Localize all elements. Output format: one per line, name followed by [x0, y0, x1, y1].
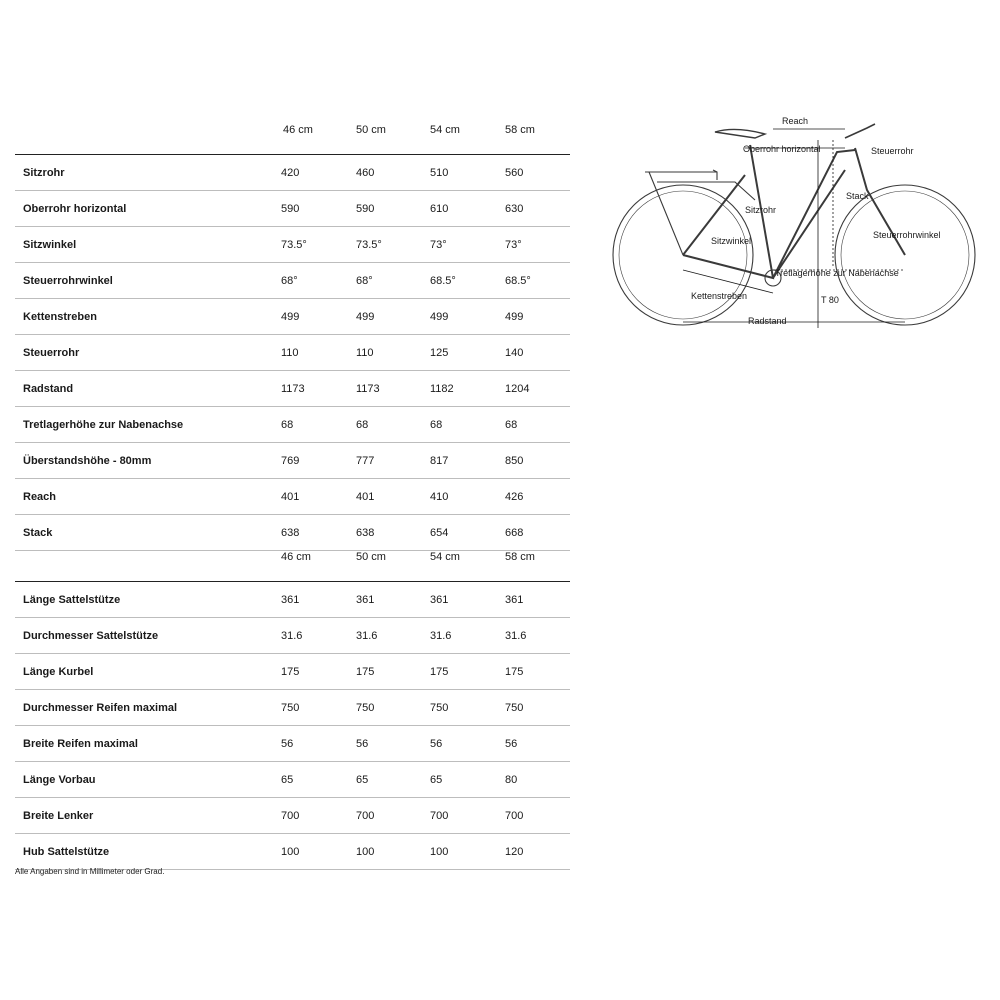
cell-value: 668	[505, 527, 524, 539]
size-header: 46 cm	[283, 124, 313, 136]
cell-value: 68.5°	[430, 275, 456, 287]
table-row	[15, 263, 570, 299]
cell-value: 1173	[356, 383, 380, 395]
table-body	[15, 155, 570, 551]
row-label: Tretlagerhöhe zur Nabenachse	[23, 419, 184, 431]
table-row	[15, 762, 570, 798]
steuerrohrwinkel-label: Steuerrohrwinkel	[873, 230, 941, 240]
cell-value: 73°	[505, 239, 522, 251]
row-label: Breite Lenker	[23, 810, 94, 822]
row-label: Durchmesser Sattelstütze	[23, 630, 159, 642]
cell-value: 80	[505, 774, 518, 786]
cell-value: 68	[281, 419, 294, 431]
footnote: Alle Angaben sind in Millimeter oder Grad.	[15, 867, 165, 876]
cell-value: 590	[356, 203, 375, 215]
cell-value: 100	[430, 846, 449, 858]
cell-value: 56	[356, 738, 369, 750]
row-label: Überstandshöhe - 80mm	[23, 455, 152, 467]
cell-value: 68	[356, 419, 369, 431]
cell-value: 769	[281, 455, 300, 467]
cell-value: 73°	[430, 239, 447, 251]
cell-value: 638	[356, 527, 375, 539]
size-header: 50 cm	[356, 551, 386, 563]
row-label: Stack	[23, 527, 53, 539]
table-row	[15, 582, 570, 618]
cell-value: 361	[430, 594, 449, 606]
cell-value: 560	[505, 167, 524, 179]
tretlager-label: Tretlagerhöhe zur Nabenachse	[775, 268, 899, 278]
cell-value: 56	[505, 738, 518, 750]
handlebar	[845, 124, 875, 138]
row-label: Radstand	[23, 383, 74, 395]
cell-value: 73.5°	[356, 239, 382, 251]
cell-value: 120	[505, 846, 524, 858]
cell-value: 56	[281, 738, 294, 750]
sitzrohr-label: Sitzrohr	[745, 205, 777, 215]
cell-value: 31.6	[430, 630, 452, 642]
cell-value: 110	[281, 347, 299, 359]
row-label: Sitzwinkel	[23, 239, 77, 251]
table-header	[15, 551, 570, 582]
saddle	[715, 129, 765, 138]
cell-value: 420	[281, 167, 300, 179]
components-table	[15, 551, 570, 870]
size-header: 54 cm	[430, 551, 460, 563]
cell-value: 700	[430, 810, 449, 822]
cell-value: 175	[281, 666, 300, 678]
cell-value: 361	[281, 594, 300, 606]
cell-value: 68	[430, 419, 443, 431]
cell-value: 68.5°	[505, 275, 531, 287]
radstand-label: Radstand	[748, 316, 787, 326]
cell-value: 510	[430, 167, 449, 179]
row-label: Breite Reifen maximal	[23, 738, 138, 750]
cell-value: 630	[505, 203, 524, 215]
cell-value: 31.6	[505, 630, 527, 642]
row-label: Kettenstreben	[23, 311, 97, 323]
cell-value: 850	[505, 455, 524, 467]
cell-value: 65	[430, 774, 443, 786]
cell-value: 499	[281, 311, 300, 323]
cell-value: 68°	[356, 275, 373, 287]
row-label: Länge Vorbau	[23, 774, 96, 786]
table-row	[15, 798, 570, 834]
stack-label: Stack	[846, 191, 869, 201]
cell-value: 750	[430, 702, 449, 714]
cell-value: 700	[356, 810, 375, 822]
table-row	[15, 690, 570, 726]
reach-label: Reach	[782, 116, 809, 126]
table-row	[15, 227, 570, 263]
size-header: 58 cm	[505, 124, 535, 136]
cell-value: 56	[430, 738, 443, 750]
cell-value: 750	[356, 702, 375, 714]
kettenstreben-label: Kettenstreben	[691, 291, 748, 301]
cell-value: 401	[356, 491, 375, 503]
cell-value: 100	[281, 846, 300, 858]
cell-value: 590	[281, 203, 300, 215]
size-header: 54 cm	[430, 124, 460, 136]
fender	[657, 182, 755, 200]
cell-value: 31.6	[281, 630, 303, 642]
cell-value: 175	[356, 666, 375, 678]
cell-value: 1182	[430, 383, 454, 395]
cell-value: 750	[281, 702, 300, 714]
bike-geometry-diagram	[605, 110, 985, 340]
cell-value: 31.6	[356, 630, 378, 642]
cell-value: 401	[281, 491, 300, 503]
cell-value: 65	[281, 774, 294, 786]
cell-value: 410	[430, 491, 449, 503]
cell-value: 700	[281, 810, 300, 822]
cell-value: 426	[505, 491, 524, 503]
table-row	[15, 371, 570, 407]
row-label: Steuerrohr	[23, 347, 80, 359]
size-header: 50 cm	[356, 124, 386, 136]
cell-value: 1173	[281, 383, 305, 395]
cell-value: 700	[505, 810, 524, 822]
table-row	[15, 299, 570, 335]
cell-value: 777	[356, 455, 375, 467]
table-row	[15, 479, 570, 515]
row-label: Länge Sattelstütze	[23, 594, 121, 606]
row-label: Sitzrohr	[23, 167, 65, 179]
rear-rack	[645, 170, 717, 255]
cell-value: 654	[430, 527, 449, 539]
row-label: Hub Sattelstütze	[23, 846, 110, 858]
cell-value: 361	[356, 594, 375, 606]
cell-value: 460	[356, 167, 375, 179]
table-row	[15, 191, 570, 227]
row-label: Durchmesser Reifen maximal	[23, 702, 178, 714]
row-label: Länge Kurbel	[23, 666, 94, 678]
table-row	[15, 515, 570, 551]
table-row	[15, 834, 570, 870]
table-row	[15, 335, 570, 371]
cell-value: 750	[505, 702, 524, 714]
cell-value: 68	[505, 419, 518, 431]
cell-value: 68°	[281, 275, 298, 287]
cell-value: 73.5°	[281, 239, 307, 251]
size-header: 58 cm	[505, 551, 535, 563]
cell-value: 110	[356, 347, 374, 359]
cell-value: 175	[505, 666, 524, 678]
cell-value: 100	[356, 846, 375, 858]
oberrohr-label: Oberrohr horizontal	[743, 144, 821, 154]
table-body	[15, 582, 570, 870]
cell-value: 175	[430, 666, 449, 678]
size-header: 46 cm	[281, 551, 311, 563]
table-row	[15, 654, 570, 690]
table-row	[15, 443, 570, 479]
row-label: Oberrohr horizontal	[23, 203, 127, 215]
table-row	[15, 155, 570, 191]
row-label: Steuerrohrwinkel	[23, 275, 113, 287]
cell-value: 499	[430, 311, 449, 323]
t80-label: T 80	[821, 295, 839, 305]
cell-value: 125	[430, 347, 449, 359]
table-row	[15, 726, 570, 762]
cell-value: 140	[505, 347, 524, 359]
table-row	[15, 618, 570, 654]
cell-value: 817	[430, 455, 449, 467]
steuerrohr-label: Steuerrohr	[871, 146, 914, 156]
cell-value: 638	[281, 527, 300, 539]
cell-value: 610	[430, 203, 449, 215]
cell-value: 499	[356, 311, 375, 323]
table-header	[15, 124, 570, 155]
sitzwinkel-label: Sitzwinkel	[711, 236, 752, 246]
cell-value: 361	[505, 594, 524, 606]
row-label: Reach	[23, 491, 57, 503]
cell-value: 499	[505, 311, 524, 323]
cell-value: 65	[356, 774, 369, 786]
table-row	[15, 407, 570, 443]
geometry-table	[15, 124, 570, 551]
cell-value: 1204	[505, 383, 530, 395]
